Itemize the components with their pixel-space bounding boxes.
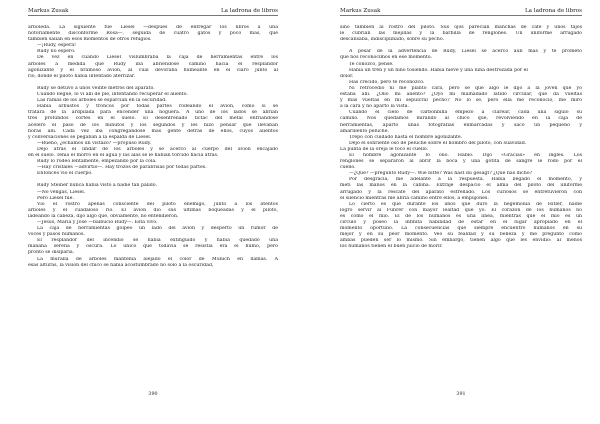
text-line: tratara de la ardpilada para encender una hoguera. A uno de los lados se abrían [28,110,278,116]
paragraph [28,147,278,159]
text-line: los humanos tienen el buen juicio de morir. [340,244,443,250]
text-line: —¡Rudy, espera! [37,43,76,49]
paragraph [28,226,278,238]
right-page [340,0,582,424]
paragraph [28,238,278,256]
text-line: Cuando llegué, lo vi allí de pie, intentando recuperar el aliento. [37,92,188,98]
paragraph [340,110,582,134]
header-book-title: La ladrona de libros [220,8,278,14]
text-line: y más vueltas en mi sepulcral pecho? No lo sé, pero ella me reconoció, me miró [340,98,582,104]
header-book-title: La ladrona de libros [524,8,582,14]
text-line: círculo y poseo la infinita habilidad de estar en el lugar apropiado en el [340,220,582,225]
running-header [28,6,278,16]
text-line: árboles a medida que Rudy iba abriéndose camino hacia el resplandor [28,61,278,67]
text-line: dolor. [340,73,354,79]
text-line: Cuando el cielo de carbonbilla empezó a clarear, cada una siguió su [349,110,582,116]
paragraph [340,25,582,43]
paragraph [28,55,278,79]
text-line: el silencio mientras me abría camino entre ellos, a empujones. [340,195,489,201]
text-line: La muralla de árboles mantenía alejado el color de Munich en llamas. A [37,256,278,262]
text-line: —¿Qué? —preguntó Rudy—. Wie bitte? Was hast du gesagt? ¿Qué has dicho? [349,171,533,177]
text-line: Por desgracia, me adelanté a la respuesta. Había llegado el momento, y [349,177,582,183]
text-line: a la cara y no apartó la vista. [340,104,410,110]
text-line: que nos reconocimos en ese momento. [340,55,432,61]
text-line: y conversaciones se pegaban a la espalda de Liesel. [28,134,152,140]
text-line: Rudy lo rodeó lentamente, empezando por la cola. [37,159,157,165]
text-line: Las ramas de los árboles se esparcían en la oscuridad. [37,98,167,104]
text-line: herramientas, apartó unas fotografías enmarcadas y sacó un pequeño y [340,122,582,128]
paragraph [340,86,582,110]
paragraph [340,177,582,201]
text-line: Rudy se detuvo a unos veinte metros del aparato. [37,85,155,91]
text-line: —Bueno, ¿echamos un vistazo? —propuso Rudy. [37,140,152,146]
text-line: cuello. [340,165,356,171]
text-line: también salían en esos momentos de otros refugios. [28,37,152,43]
text-line: árboles y el cuadaloso río. El avión dio sus últimas boqueadas y el piloto, [28,207,278,213]
text-line: en el suelo. Tenía el morro en el agua y las alas se le habían torcido hacia atrás. [28,152,219,158]
text-line: es como el mío. El de los humanos es una línea, mientras que el mío es un [340,213,582,219]
paragraph [340,49,582,61]
text-line: ladeando la cabeza, dijo algo que, obviamente, no entendieron. [28,213,179,219]
paragraph [340,153,582,171]
text-line: mañana serena y oscura. Lo único que todavía se resistía era el humo, pero [28,244,278,250]
text-line: Lo cierto es que durante los años que duró la hegemonía de Hitler, nadie [349,201,582,207]
page-number: 390 [148,392,158,397]
text-line: Trepó con cuidado hasta el hombre agonizante. [349,134,463,140]
page-number: 391 [456,392,466,397]
text-line: renglones se separaron al abrir la boca y una gotita de sangre le rodó por el [340,159,582,165]
paragraph [28,202,278,220]
text-line: sino también al rostro del piloto. Sus ojos parecían manchas de café y unos tajos [340,25,582,30]
text-line: Rudy Steiner nunca había visto a nadie tan pálido. [37,183,157,189]
text-line: río, donde el piloto había intentado aterrizar. [28,73,136,79]
text-line: La punta de la oreja le tocó el cuello. [340,146,429,152]
header-author: Markus Zusak [340,8,381,14]
text-line: descansaba, indisciplinado, sobre su pecho. [340,37,445,43]
text-line: arboleda. La siguiente fue Liesel —después de entregar los libros a una [28,25,278,30]
paragraph [28,25,278,43]
header-author: Markus Zusak [28,8,69,14]
text-line: —Jesús, María y José —balbució Rudy—. Está vivo. [37,220,158,225]
text-line: tres profundos cortes en el suelo. El desenfrenado tictac del metal enfriándose [28,116,278,122]
text-line: aceleró el paso de los minutos y los segundos y les hizo pensar que llevaban [28,122,278,128]
text-line: El resplandor del incendio se había extinguido y había quedado una [37,238,278,244]
running-header [340,6,582,16]
text-line: Pero Liesel fue. [37,195,74,201]
text-line: metí las manos en la cabina. Extrajé despacio el alma del piloto del uniforme [340,183,582,189]
text-line: Rudy no esperó. [37,49,76,55]
text-line: agonizante y el bramoso avión, al cual devoraba humeante en el claro junto al [28,67,278,73]
text-line: estaba allí. ¿Olió mi aliento? ¿Oyó mi malhadado latido circular, que da vueltas [340,92,582,98]
text-line: amarillento peluche. [340,128,389,134]
text-line: pronto se disiparía. [28,250,75,256]
text-line: notoriamente disconforme Rosa—, seguida de cuatro gatos y poco más, que [28,31,278,37]
text-line: le cubrían las mejillas y la barbilla de renglones. Un uniforme arrugado [340,31,582,37]
text-line: momento oportuno. La consecuencias que siempre encuentro humanos en su [340,226,582,232]
text-line: ambas pueden ser lo mismo. Sin embargo, tienen algo que les envidio: al menos [340,238,582,244]
text-line: De vez en cuando Liesel vislumbraba la caja de herramientas entre los [37,55,278,61]
text-line: Vio el rostro apenas consciente del piloto enemigo, junto a los atentos [37,201,278,207]
text-line: Entonces vio el cuerpo. [37,171,93,177]
text-line: Había arbustos y troncos por todas partes rodeando el avión, como si se [37,104,278,110]
text-line: El hombre agonizante lo olió. Habló. Dijo «Gracias» en inglés. Los [349,152,582,158]
text-line: camino. Nos quedamos mirando al chico que, revolviendo en la caja de [340,116,582,122]
text-line: arrugado y la rescaté del aparato estrellado. Los curiosos se entretuvieron con [340,189,582,195]
text-line: La caja de herramientas golpeó un lado del avión y despertó un rumor de [37,226,278,232]
left-page [28,0,278,424]
text-line: Has crecido, pero te reconozco. [349,79,425,85]
text-line: logró servir al Führer con mayor lealtad que yo. El corazón de los humanos no [340,207,582,213]
text-line: Dejó el sonriente oso de peluche sobre el hombro del piloto, con suavidad. [349,140,527,146]
text-line: Había un tren y un niño tosiendo. Había nieve y una niña destrozada por el [349,67,528,73]
paragraph [28,104,278,141]
text-line: A pesar de la advertencia de Rudy, Liesel se acercó aún más y te prometo [349,49,582,55]
text-line: —Hay cristales —advirtió—. Hay trozos de parabrisas por todas partes. [37,165,207,171]
text-line: Ni retrocedió ni me plantó cara, pero sé que algo le dijo a la joven que yo [349,85,582,91]
text-line: Te conozco, pensé. [349,61,394,67]
text-line: horas allí. Cada vez iba congregándose más gente detrás de ellos, cuyos alientos [28,128,278,134]
body-text [28,25,278,269]
text-line: esas alturas, la visión del chico se había acostumbrado no sólo a la oscuridad, [28,262,214,268]
text-line: Dejó atrás el lindar de los árboles y se acercó al cuerpo del avión encajado [37,146,278,152]
text-line: voces y pasos humanos. [28,232,85,238]
body-text [340,25,582,250]
paragraph [28,257,278,269]
paragraph [340,202,582,251]
text-line: —No vengas, Liesel. [37,189,86,195]
text-line: mejor y en su peor momento. Veo su fealdad y su belleza y me pregunto cómo [340,232,582,238]
